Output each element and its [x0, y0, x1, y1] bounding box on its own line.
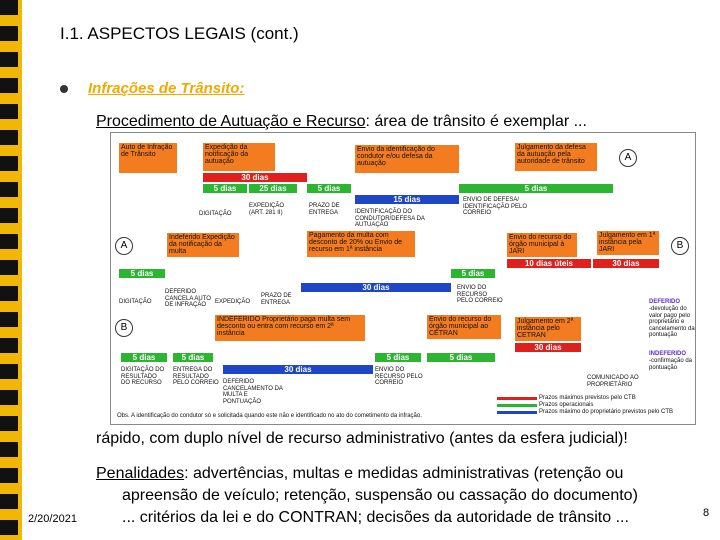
procedure-label: Procedimento de Autuação e Recurso: [96, 113, 366, 130]
label-expedicao: EXPEDIÇÃO (ART. 281 II): [249, 203, 285, 216]
bar-30-dias: 30 dias: [515, 343, 581, 352]
bar-5-dias: 5 dias: [121, 353, 167, 362]
procedure-line: [96, 113, 587, 131]
diagram-box-julgamento-defesa: Julgamento da defesa da autuação pela autoridade de trânsito: [515, 143, 597, 171]
bullet-heading: Infrações de Trânsito:: [88, 80, 245, 97]
bar-10-dias-uteis: 10 dias úteis: [507, 259, 591, 268]
label-identificacao: IDENTIFICAÇÃO DO CONDUTOR/DEFESA DA AUTUAÇÃO: [355, 209, 425, 228]
label-devolucao: -devolução do valor pago pelo proprietário e cancelamento da pontuação: [649, 306, 695, 338]
label-entrega-resultado: ENTREGA DO RESULTADO PELO CORREIO: [173, 367, 219, 386]
label-deferido-cancela: DEFERIDO CANCELA AUTO DE INFRAÇÃO: [165, 289, 211, 308]
decorative-left-stripe-accent: [18, 0, 22, 540]
diagram-box-auto: Auto de Infração de Trânsito: [119, 143, 177, 173]
diagram-box-julgamento-jari: Julgamento em 1ª instância pela JARI: [597, 231, 659, 255]
bar-5-dias: 5 dias: [375, 353, 421, 362]
label-deferido-right: DEFERIDO: [649, 299, 681, 305]
bar-5-dias: 5 dias: [427, 353, 495, 362]
penalties-line2: apreensão de veículo; retenção, suspensão ou cassação do documento): [122, 487, 638, 504]
bar-15-dias: 15 dias: [355, 195, 459, 204]
label-comunicado: COMUNICADO AO PROPRIETÁRIO: [587, 375, 639, 388]
legend-label: Prazos máximos previstos pelo CTB: [539, 395, 636, 401]
process-diagram: [110, 132, 696, 425]
penalties-line1: : advertências, multas e medidas administrativas (retenção ou: [184, 465, 624, 482]
label-prazo-entrega: PRAZO DE ENTREGA: [309, 203, 340, 216]
penalties-line3: ... critérios da lei e do CONTRAN; decisões da autoridade de trânsito ...: [122, 509, 629, 526]
diagram-box-notificacao: Expedição da notificação da autuação: [203, 143, 275, 171]
bar-30-dias: 30 dias: [203, 173, 307, 182]
bar-30-dias: 30 dias: [593, 259, 659, 268]
label-envio-recurso: ENVIO DO RECURSO PELO CORREIO: [457, 285, 503, 304]
label-digitacao: DIGITAÇÃO: [199, 211, 232, 217]
legend-swatch-blue: [497, 411, 537, 414]
bullet-icon: [60, 85, 68, 93]
bar-5-dias: 5 dias: [173, 353, 213, 362]
bar-5-dias: 5 dias: [203, 184, 247, 193]
label-indeferido-right: INDEFERIDO: [649, 351, 687, 357]
label-confirmacao: -confirmação da pontuação: [649, 358, 693, 371]
footer-date: 2/20/2021: [28, 513, 77, 525]
legend-swatch-green: [497, 404, 537, 407]
decorative-left-stripe: [0, 0, 18, 540]
bar-5-dias: 5 dias: [119, 269, 165, 278]
diagram-box-julgamento-cetran: Julgamento em 2ª instância pelo CETRAN: [515, 317, 581, 341]
bar-25-dias: 25 dias: [249, 184, 297, 193]
procedure-rest: : área de trânsito é exemplar ...: [365, 113, 587, 130]
label-deferido-cancelamento: DEFERIDO CANCELAMENTO DA MULTA E PONTUAÇÃO: [223, 379, 283, 405]
diagram-box-envio-cetran: Envio do recurso do órgão municipal ao CETRAN: [427, 315, 501, 339]
circle-a-marker: A: [619, 149, 637, 167]
legend-label: Prazos operacionais: [539, 402, 594, 408]
page-number: 8: [703, 507, 710, 519]
diagram-box-indeferido-multa: Indeferido Expedição da notificação da multa: [167, 233, 239, 257]
bar-5-dias: 5 dias: [451, 269, 495, 278]
diagram-box-envio-identificacao: Envio da identificação do condutor e/ou defesa da autuação: [355, 145, 459, 173]
bar-30-dias: 30 dias: [301, 283, 451, 292]
label-envio-recurso: ENVIO DO RECURSO PELO CORREIO: [375, 367, 423, 386]
penalties-paragraph: [96, 463, 706, 529]
label-prazo-entrega: PRAZO DE ENTREGA: [261, 293, 292, 306]
legend-swatch-red: [497, 397, 537, 400]
bar-30-dias: 30 dias: [223, 365, 373, 374]
circle-a-marker: A: [115, 237, 133, 255]
diagram-note: Obs. A identificação do condutor só e solicitada quando este não e identificado no ato do cometimento da infração.: [117, 413, 422, 419]
diagram-box-envio-jari: Envio do recurso do órgão municipal à JARI: [507, 233, 577, 257]
label-digitacao-resultado: DIGITAÇÃO DO RESULTADO DO RECURSO: [121, 367, 165, 386]
summary-text: rápido, com duplo nível de recurso administrativo (antes da esfera judicial)!: [96, 430, 628, 447]
diagram-box-pagamento: Pagamento da multa com desconto de 20% ou Envio de recurso em 1ª instância: [307, 231, 415, 257]
circle-b-marker: B: [115, 319, 133, 337]
label-expedicao: EXPEDIÇÃO: [215, 299, 251, 305]
label-digitacao: DIGITAÇÃO: [119, 299, 152, 305]
slide-title: I.1. ASPECTOS LEGAIS (cont.): [60, 24, 299, 43]
bar-5-dias: 5 dias: [307, 184, 351, 193]
legend-label: Prazos máximo do proprietário previstos pelo CTB: [539, 409, 674, 415]
label-envio-defesa: ENVIO DE DEFESA/ IDENTIFICAÇÃO PELO CORREIO: [463, 197, 528, 216]
circle-b-marker: B: [671, 237, 689, 255]
bar-5-dias: 5 dias: [459, 184, 613, 193]
penalties-label: Penalidades: [96, 465, 185, 482]
diagram-box-indeferido-recurso: INDEFERIDO Proprietário paga multa sem desconto ou entra com recurso em 2ª instância: [215, 315, 365, 341]
